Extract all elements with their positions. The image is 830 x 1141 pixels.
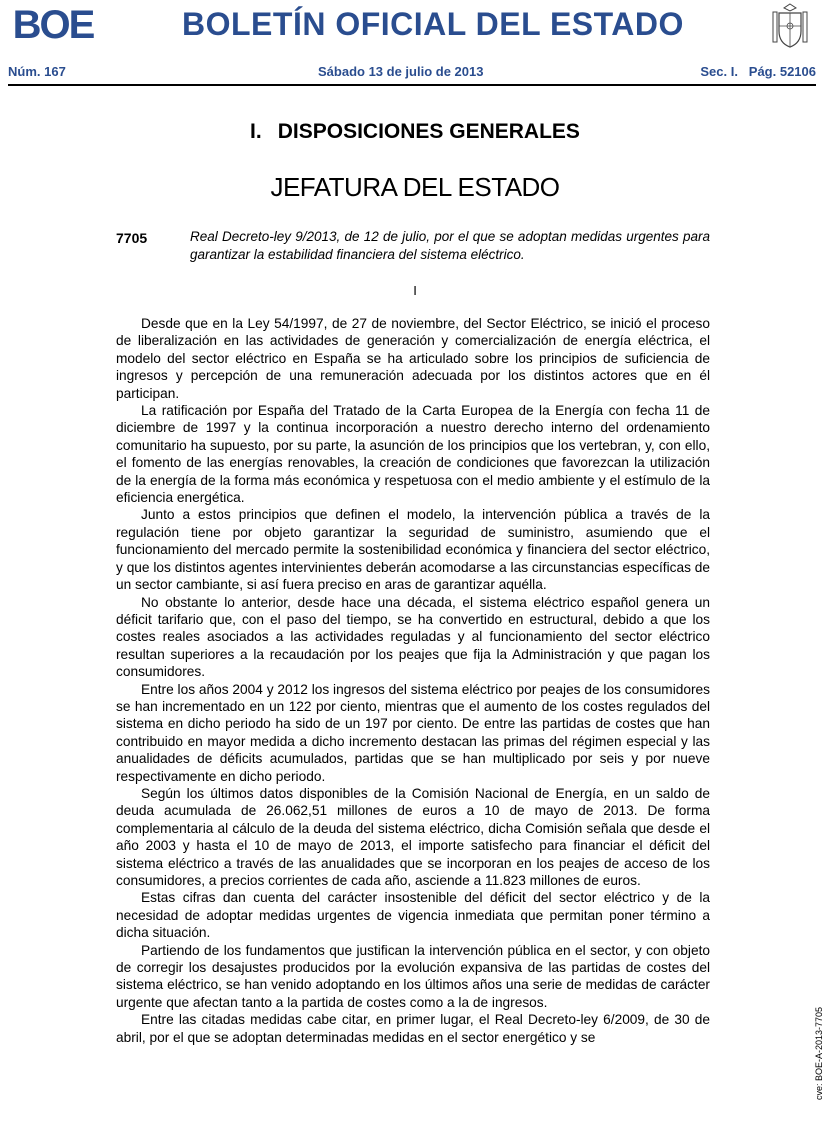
paragraph: Entre los años 2004 y 2012 los ingresos del sistema eléctrico por peajes de los consumidores se han incrementado en un 122 por ciento, mientras que el aumento de los costes regulados del sistema en dicho periodo ha sido de un 197 por ciento. De entre las partidas de costes que han contribuido en mayor medida a dicho incremento destacan las primas del régimen especial y las anualidades de déficits acumulados, partidas que se han multiplicado por seis y por nueve respectivamente en dicho periodo. — [116, 681, 710, 784]
masthead-title: BOLETÍN OFICIAL DEL ESTADO — [182, 6, 684, 42]
paragraph: Entre las citadas medidas cabe citar, en primer lugar, el Real Decreto-ley 6/2009, de 30 de abril, por el que se adoptan determinadas medidas en el sector energético y se — [116, 1012, 710, 1045]
boe-logo — [8, 4, 98, 44]
paragraph: La ratificación por España del Tratado de la Carta Europea de la Energía con fecha 11 de diciembre de 1997 y la continua incorporación a nuestro derecho interno del ordenamiento comunitario ha supuesto, por su parte, la asunción de los principios que los vertebran, y, con ello, el fomento de las energías renovables, la creación de condiciones que favorezcan la utilización de la energía de la forma más económica y respetuosa con el medio ambiente y el estímulo de la eficiencia energética. — [116, 403, 710, 506]
section-title: DISPOSICIONES GENERALES — [277, 120, 580, 143]
header-divider — [8, 84, 816, 86]
paragraph: Junto a estos principios que definen el modelo, la intervención pública a través de la regulación tiene por objeto garantizar la seguridad de suministro, asumiendo que el funcionamiento del mercado permite la sostenibilidad económica y financiera del sector eléctrico, y que los distintos agentes intervinientes deberán acomodarse a las circunstancias específicas de un sector cambiante, si así fuera preciso en aras de garantizar aquélla. — [116, 507, 710, 593]
paragraph: Estas cifras dan cuenta del carácter insostenible del déficit del sector eléctrico y de la necesidad de adoptar medidas urgentes de vigencia inmediata que permitan poner término a dicha situación. — [116, 890, 710, 941]
svg-text:BOE: BOE — [12, 4, 94, 44]
paragraph: Desde que en la Ley 54/1997, de 27 de noviembre, del Sector Eléctrico, se inició el proceso de liberalización en las actividades de generación y comercialización de energía eléctrica, el modelo del sector eléctrico en España se ha articulado sobre los principios de suficiencia de ingresos y percepción de una remuneración adecuada por los distintos actores que en él participan. — [116, 316, 710, 401]
issue-number: Núm. 167 — [8, 64, 66, 79]
section-page: Sec. I. Pág. 52106 — [700, 64, 816, 79]
paragraph: Según los últimos datos disponibles de la Comisión Nacional de Energía, en un saldo de deuda acumulada de 26.062,51 millones de euros a 10 de mayo de 2013. De forma complementaria al cálculo de la deuda del sistema eléctrico, dicha Comisión señala que desde el año 2003 y hasta el 10 de mayo de 2013, el importe satisfecho para financiar el déficit del sistema eléctrico a través de las anualidades que se incorporan en los peajes de acceso de los consumidores, a precios corrientes de cada año, asciende a 11.823 millones de euros. — [116, 785, 710, 888]
part-heading: I — [413, 283, 417, 298]
cve-identifier: cve: BOE-A-2013-7705 — [814, 1006, 824, 1100]
paragraph: No obstante lo anterior, desde hace una década, el sistema eléctrico español genera un déficit tarifario que, con el paso del tiempo, se ha convertido en estructural, debido a que los costes reales asociados a las actividades reguladas y al funcionamiento del sector eléctrico resultan superiores a la recaudación por los peajes que fija la Administración y que pagan los consumidores. — [116, 594, 710, 680]
organization-heading: JEFATURA DEL ESTADO — [270, 172, 560, 202]
entry-number: 7705 — [116, 230, 148, 246]
paragraph: Partiendo de los fundamentos que justifican la intervención pública en el sector, y con objeto de corregir los desajustes producidos por la evolución expansiva de las partidas de costes del sistema eléctrico, se han venido adoptando en los últimos años una serie de medidas de carácter urgente que afectan tanto a la partida de costes como a la de ingresos. — [116, 942, 710, 1010]
coat-of-arms-icon — [770, 2, 810, 50]
issue-date: Sábado 13 de julio de 2013 — [318, 64, 484, 79]
section-roman: I. — [250, 120, 262, 143]
section-heading — [0, 120, 830, 144]
entry-title: Real Decreto-ley 9/2013, de 12 de julio, por el que se adoptan medidas urgentes para garantizar la estabilidad financiera del sistema eléctrico. — [190, 229, 710, 262]
page-header — [0, 0, 830, 60]
body-text — [116, 315, 710, 1046]
